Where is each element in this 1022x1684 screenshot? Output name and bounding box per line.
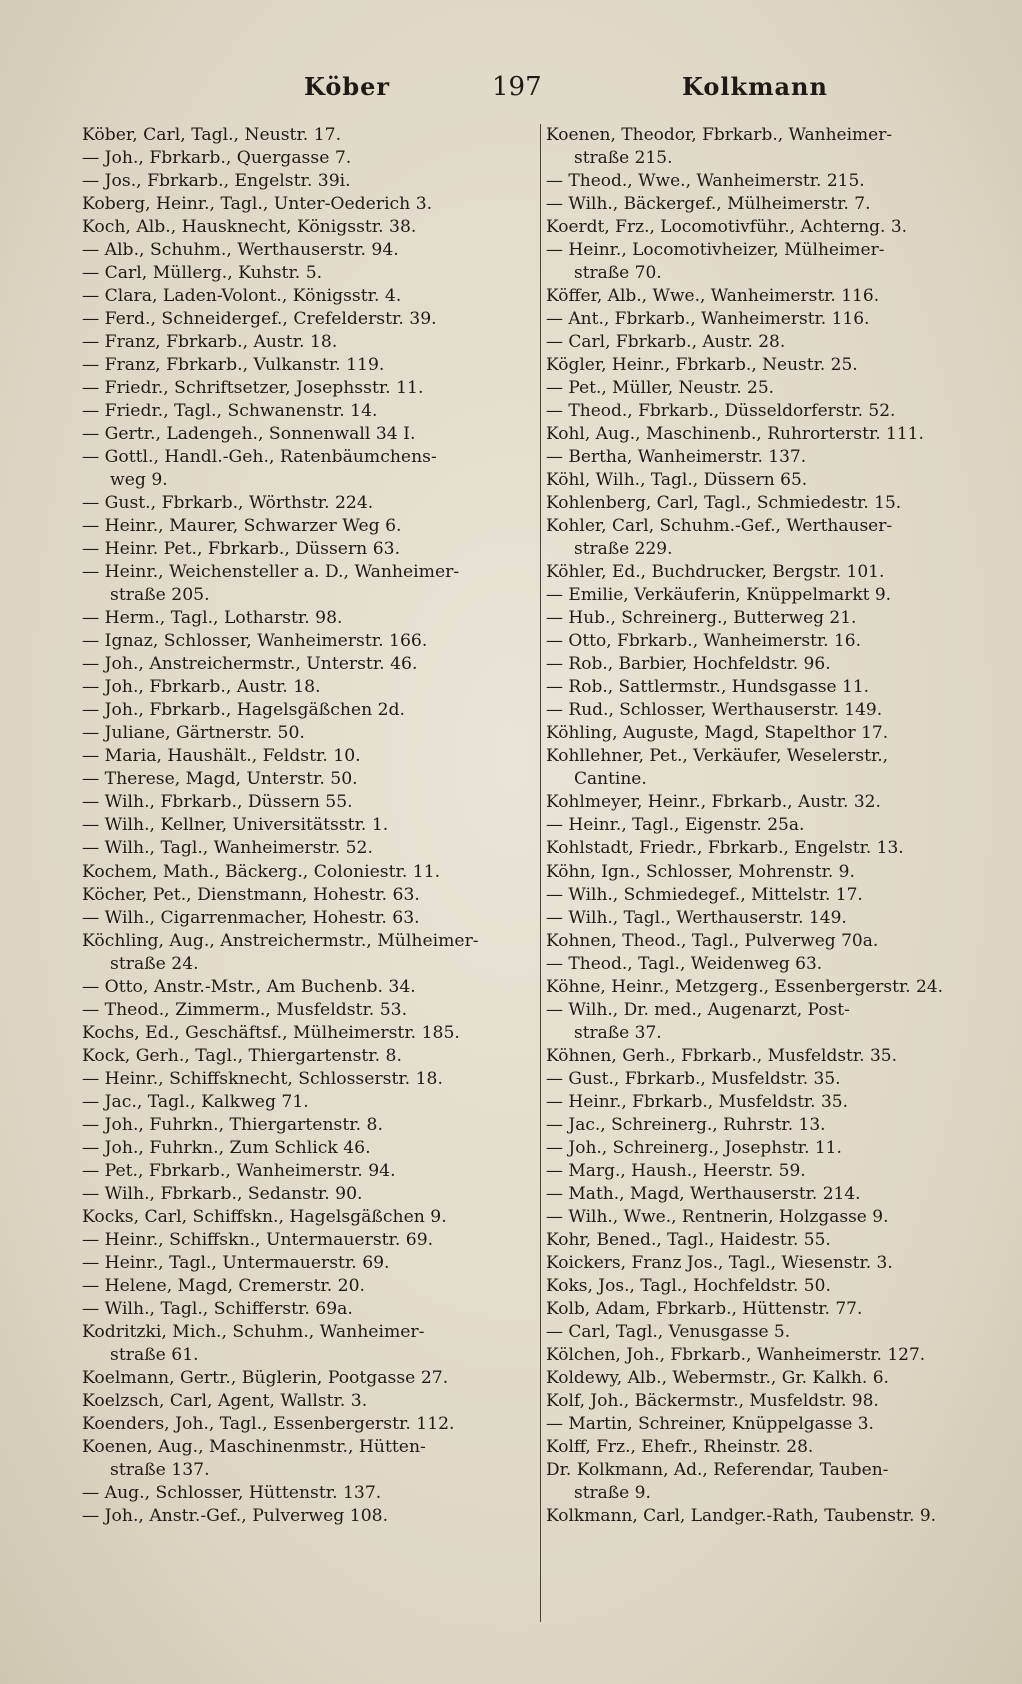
directory-entry-line: Kochs, Ed., Geschäftsf., Mülheimerstr. 185. xyxy=(82,1022,460,1043)
directory-entry-line: — Joh., Schreinerg., Josephstr. 11. xyxy=(546,1137,842,1158)
directory-entry-line: — Rud., Schlosser, Werthauserstr. 149. xyxy=(546,700,883,721)
directory-entry-line: Köhn, Ign., Schlosser, Mohrenstr. 9. xyxy=(546,861,855,882)
directory-entry-line: — Heinr., Schiffsknecht, Schlosserstr. 18. xyxy=(82,1068,443,1089)
directory-entry-line: — Gust., Fbrkarb., Musfeldstr. 35. xyxy=(546,1068,841,1089)
directory-entry-line: — Heinr., Locomotivheizer, Mülheimer- xyxy=(546,240,885,261)
directory-entry-line: — Joh., Fuhrkn., Zum Schlick 46. xyxy=(82,1137,371,1158)
directory-entry-line: — Aug., Schlosser, Hüttenstr. 137. xyxy=(82,1482,382,1503)
directory-entry-line: Kocks, Carl, Schiffskn., Hagelsgäßchen 9. xyxy=(82,1206,447,1227)
directory-entry-line: — Heinr. Pet., Fbrkarb., Düssern 63. xyxy=(82,539,401,560)
directory-entry-line: — Jac., Tagl., Kalkweg 71. xyxy=(82,1091,309,1112)
directory-entry-line: — Wilh., Tagl., Schifferstr. 69a. xyxy=(82,1298,353,1319)
directory-entry-line: — Bertha, Wanheimerstr. 137. xyxy=(546,447,807,468)
directory-entry-line: — Otto, Fbrkarb., Wanheimerstr. 16. xyxy=(546,631,861,652)
directory-entry-line: — Joh., Anstreichermstr., Unterstr. 46. xyxy=(82,654,418,675)
directory-entry-line: Köhne, Heinr., Metzgerg., Essenbergerstr. 24. xyxy=(546,976,944,997)
directory-entry-line: Kögler, Heinr., Fbrkarb., Neustr. 25. xyxy=(546,355,858,376)
directory-entry-line: — Wilh., Dr. med., Augenarzt, Post- xyxy=(546,999,850,1020)
directory-entry-line: straße 70. xyxy=(574,263,662,284)
directory-entry-line: Kohlenberg, Carl, Tagl., Schmiedestr. 15. xyxy=(546,493,902,514)
directory-entry-line: — Herm., Tagl., Lotharstr. 98. xyxy=(82,608,343,629)
directory-entry-line: — Gottl., Handl.-Geh., Ratenbäumchens- xyxy=(82,447,437,468)
directory-entry-line: — Gertr., Ladengeh., Sonnenwall 34 I. xyxy=(82,424,416,445)
directory-entry-line: Köhl, Wilh., Tagl., Düssern 65. xyxy=(546,470,808,491)
directory-entry-line: straße 205. xyxy=(110,585,210,606)
directory-entry-line: Koberg, Heinr., Tagl., Unter-Oederich 3. xyxy=(82,194,433,215)
directory-entry-line: — Ant., Fbrkarb., Wanheimerstr. 116. xyxy=(546,309,870,330)
directory-entry-line: — Theod., Fbrkarb., Düsseldorferstr. 52. xyxy=(546,401,896,422)
directory-entry-line: — Martin, Schreiner, Knüppelgasse 3. xyxy=(546,1413,874,1434)
directory-entry-line: Koelmann, Gertr., Büglerin, Pootgasse 27. xyxy=(82,1367,449,1388)
directory-entry-line: Kolb, Adam, Fbrkarb., Hüttenstr. 77. xyxy=(546,1298,863,1319)
directory-entry-line: — Theod., Wwe., Wanheimerstr. 215. xyxy=(546,171,865,192)
directory-entry-line: — Rob., Sattlermstr., Hundsgasse 11. xyxy=(546,677,870,698)
directory-entry-line: — Rob., Barbier, Hochfeldstr. 96. xyxy=(546,654,831,675)
directory-entry-line: — Math., Magd, Werthauserstr. 214. xyxy=(546,1183,861,1204)
directory-entry-line: Kohr, Bened., Tagl., Haidestr. 55. xyxy=(546,1229,831,1250)
directory-entry-line: — Wilh., Fbrkarb., Sedanstr. 90. xyxy=(82,1183,363,1204)
directory-entry-line: — Heinr., Tagl., Untermauerstr. 69. xyxy=(82,1252,390,1273)
directory-entry-line: — Franz, Fbrkarb., Austr. 18. xyxy=(82,332,338,353)
directory-entry-line: — Joh., Fbrkarb., Austr. 18. xyxy=(82,677,321,698)
directory-entry-line: Dr. Kolkmann, Ad., Referendar, Tauben- xyxy=(546,1459,889,1480)
directory-entry-line: Kohlstadt, Friedr., Fbrkarb., Engelstr. 13. xyxy=(546,838,904,859)
directory-entry-line: straße 61. xyxy=(110,1344,199,1365)
directory-entry-line: — Maria, Haushält., Feldstr. 10. xyxy=(82,746,361,767)
directory-entry-line: — Wilh., Kellner, Universitätsstr. 1. xyxy=(82,815,389,836)
directory-entry-line: Koelzsch, Carl, Agent, Wallstr. 3. xyxy=(82,1390,368,1411)
directory-entry-line: Köffer, Alb., Wwe., Wanheimerstr. 116. xyxy=(546,286,880,307)
directory-entry-line: Kolf, Joh., Bäckermstr., Musfeldstr. 98. xyxy=(546,1390,879,1411)
directory-entry-line: — Heinr., Weichensteller a. D., Wanheimer- xyxy=(82,562,460,583)
header-first-name: Köber xyxy=(304,72,391,101)
page-number: 197 xyxy=(492,72,542,102)
directory-entry-line: — Theod., Zimmerm., Musfeldstr. 53. xyxy=(82,999,408,1020)
directory-entry-line: — Joh., Fbrkarb., Hagelsgäßchen 2d. xyxy=(82,700,406,721)
directory-entry-line: Koenen, Aug., Maschinenmstr., Hütten- xyxy=(82,1436,426,1457)
directory-entry-line: straße 9. xyxy=(574,1482,651,1503)
directory-entry-line: Kodritzki, Mich., Schuhm., Wanheimer- xyxy=(82,1321,425,1342)
right-column xyxy=(546,124,956,1528)
directory-entry-line: Kohl, Aug., Maschinenb., Ruhrorterstr. 111. xyxy=(546,424,924,445)
directory-entry-line: — Therese, Magd, Unterstr. 50. xyxy=(82,769,358,790)
directory-entry-line: — Theod., Tagl., Weidenweg 63. xyxy=(546,953,823,974)
directory-entry-line: — Pet., Fbrkarb., Wanheimerstr. 94. xyxy=(82,1160,396,1181)
directory-entry-line: Kohnen, Theod., Tagl., Pulverweg 70a. xyxy=(546,930,879,951)
directory-entry-line: — Pet., Müller, Neustr. 25. xyxy=(546,378,775,399)
directory-entry-line: — Ferd., Schneidergef., Crefelderstr. 39. xyxy=(82,309,437,330)
directory-entry-line: — Wilh., Fbrkarb., Düssern 55. xyxy=(82,792,353,813)
directory-entry-line: — Joh., Fuhrkn., Thiergartenstr. 8. xyxy=(82,1114,383,1135)
directory-entry-line: Kolff, Frz., Ehefr., Rheinstr. 28. xyxy=(546,1436,814,1457)
left-column xyxy=(82,124,536,1528)
directory-entry-line: Koenders, Joh., Tagl., Essenbergerstr. 112. xyxy=(82,1413,455,1434)
directory-entry-line: Köcher, Pet., Dienstmann, Hohestr. 63. xyxy=(82,884,420,905)
directory-entry-line: Koch, Alb., Hausknecht, Königsstr. 38. xyxy=(82,217,417,238)
directory-entry-line: — Carl, Tagl., Venusgasse 5. xyxy=(546,1321,791,1342)
column-divider xyxy=(540,124,541,1622)
directory-entry-line: Kolkmann, Carl, Landger.-Rath, Taubenstr. 9. xyxy=(546,1505,937,1526)
directory-entry-line: — Heinr., Fbrkarb., Musfeldstr. 35. xyxy=(546,1091,849,1112)
directory-entry-line: Koerdt, Frz., Locomotivführ., Achterng. 3. xyxy=(546,217,908,238)
directory-entry-line: Köhler, Ed., Buchdrucker, Bergstr. 101. xyxy=(546,562,885,583)
directory-entry-line: — Emilie, Verkäuferin, Knüppelmarkt 9. xyxy=(546,585,892,606)
directory-entry-line: — Wilh., Schmiedegef., Mittelstr. 17. xyxy=(546,884,863,905)
directory-entry-line: — Friedr., Schriftsetzer, Josephsstr. 11. xyxy=(82,378,424,399)
directory-entry-line: — Heinr., Maurer, Schwarzer Weg 6. xyxy=(82,516,402,537)
header-last-name: Kolkmann xyxy=(682,72,828,101)
directory-entry-line: Kohllehner, Pet., Verkäufer, Weselerstr., xyxy=(546,746,889,767)
directory-entry-line: Kohler, Carl, Schuhm.-Gef., Werthauser- xyxy=(546,516,893,537)
directory-entry-line: — Heinr., Tagl., Eigenstr. 25a. xyxy=(546,815,805,836)
directory-entry-line: Koldewy, Alb., Webermstr., Gr. Kalkh. 6. xyxy=(546,1367,889,1388)
directory-entry-line: — Ignaz, Schlosser, Wanheimerstr. 166. xyxy=(82,631,428,652)
directory-entry-line: straße 215. xyxy=(574,148,673,169)
directory-entry-line: straße 137. xyxy=(110,1459,210,1480)
directory-entry-line: weg 9. xyxy=(110,470,168,491)
directory-entry-line: — Carl, Fbrkarb., Austr. 28. xyxy=(546,332,786,353)
directory-entry-line: — Alb., Schuhm., Werthauserstr. 94. xyxy=(82,240,399,261)
directory-entry-line: — Wilh., Cigarrenmacher, Hohestr. 63. xyxy=(82,907,420,928)
directory-entry-line: — Carl, Müllerg., Kuhstr. 5. xyxy=(82,263,323,284)
directory-entry-line: — Jos., Fbrkarb., Engelstr. 39i. xyxy=(82,171,351,192)
page-header xyxy=(0,72,1022,108)
directory-entry-line: — Clara, Laden-Volont., Königsstr. 4. xyxy=(82,286,402,307)
directory-entry-line: Köhling, Auguste, Magd, Stapelthor 17. xyxy=(546,723,889,744)
directory-entry-line: Köhnen, Gerh., Fbrkarb., Musfeldstr. 35. xyxy=(546,1045,897,1066)
directory-entry-line: straße 229. xyxy=(574,539,673,560)
directory-entry-line: — Juliane, Gärtnerstr. 50. xyxy=(82,723,305,744)
directory-entry-line: Kochem, Math., Bäckerg., Coloniestr. 11. xyxy=(82,861,441,882)
directory-entry-line: — Friedr., Tagl., Schwanenstr. 14. xyxy=(82,401,378,422)
directory-entry-line: — Otto, Anstr.-Mstr., Am Buchenb. 34. xyxy=(82,976,416,997)
directory-entry-line: — Hub., Schreinerg., Butterweg 21. xyxy=(546,608,857,629)
directory-entry-line: Köber, Carl, Tagl., Neustr. 17. xyxy=(82,125,342,145)
directory-entry-line: — Jac., Schreinerg., Ruhrstr. 13. xyxy=(546,1114,826,1135)
directory-entry-line: — Wilh., Bäckergef., Mülheimerstr. 7. xyxy=(546,194,871,215)
directory-entry-line: — Wilh., Tagl., Wanheimerstr. 52. xyxy=(82,838,373,859)
directory-entry-line: straße 24. xyxy=(110,953,199,974)
directory-entry-line: — Franz, Fbrkarb., Vulkanstr. 119. xyxy=(82,355,385,376)
directory-entry-line: — Marg., Haush., Heerstr. 59. xyxy=(546,1160,806,1181)
directory-entry-line: Kölchen, Joh., Fbrkarb., Wanheimerstr. 127. xyxy=(546,1344,926,1365)
directory-entry-line: straße 37. xyxy=(574,1022,662,1043)
directory-entry-line: Koks, Jos., Tagl., Hochfeldstr. 50. xyxy=(546,1275,831,1296)
directory-entry-line: Cantine. xyxy=(574,769,647,790)
directory-entry-line: Kock, Gerh., Tagl., Thiergartenstr. 8. xyxy=(82,1045,402,1066)
directory-entry-line: — Heinr., Schiffskn., Untermauerstr. 69. xyxy=(82,1229,434,1250)
directory-entry-line: — Helene, Magd, Cremerstr. 20. xyxy=(82,1275,365,1296)
directory-entry-line: — Gust., Fbrkarb., Wörthstr. 224. xyxy=(82,493,374,514)
directory-entry-line: Koenen, Theodor, Fbrkarb., Wanheimer- xyxy=(546,125,893,145)
directory-entry-line: Koickers, Franz Jos., Tagl., Wiesenstr. 3. xyxy=(546,1252,893,1273)
directory-entry-line: — Wilh., Tagl., Werthauserstr. 149. xyxy=(546,907,847,928)
directory-entry-line: Köchling, Aug., Anstreichermstr., Mülheimer- xyxy=(82,930,479,951)
directory-entry-line: Kohlmeyer, Heinr., Fbrkarb., Austr. 32. xyxy=(546,792,881,813)
directory-entry-line: — Joh., Fbrkarb., Quergasse 7. xyxy=(82,148,352,169)
directory-entry-line: — Wilh., Wwe., Rentnerin, Holzgasse 9. xyxy=(546,1206,889,1227)
directory-entry-line: — Joh., Anstr.-Gef., Pulverweg 108. xyxy=(82,1505,389,1526)
